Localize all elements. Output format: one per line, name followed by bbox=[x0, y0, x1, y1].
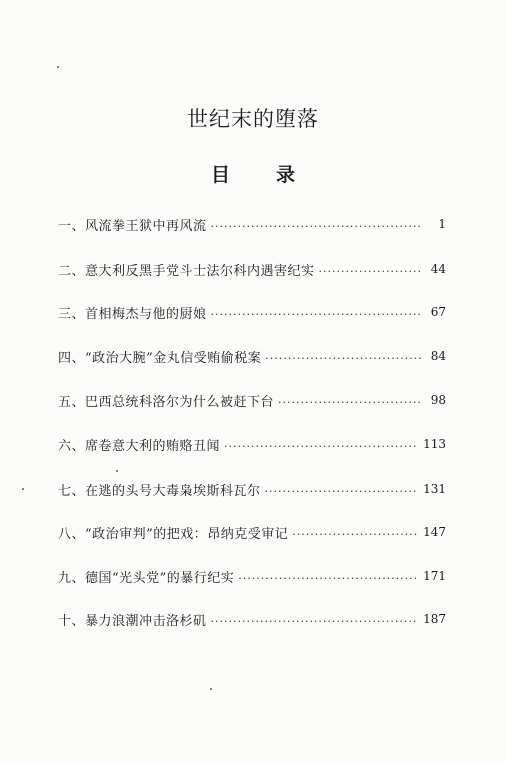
toc-heading-right: 录 bbox=[276, 164, 296, 186]
toc-entry[interactable] bbox=[58, 389, 446, 411]
toc-entry-page: 187 bbox=[423, 612, 446, 626]
dot-leader bbox=[265, 478, 418, 500]
toc-entry[interactable] bbox=[58, 433, 446, 455]
toc-entry-page: 171 bbox=[423, 569, 446, 583]
toc-entry-title: 七、在逃的头号大毒枭埃斯科瓦尔 bbox=[58, 483, 261, 499]
toc-entry-title: 二、意大利反黑手党斗士法尔科内遇害纪实 bbox=[58, 263, 315, 279]
toc-entry-page: 44 bbox=[430, 262, 446, 276]
toc-entry[interactable] bbox=[58, 521, 446, 543]
toc-entry-title: 六、席卷意大利的贿赂丑闻 bbox=[58, 438, 221, 454]
toc-entry-title: 四、“政治大腕”金丸信受贿偷税案 bbox=[58, 350, 262, 366]
book-title: 世纪末的堕落 bbox=[187, 107, 319, 131]
dot-leader bbox=[292, 521, 417, 543]
toc-entry[interactable] bbox=[58, 478, 446, 500]
dot-leader bbox=[211, 213, 422, 235]
dot-leader bbox=[224, 433, 417, 455]
toc-entry[interactable] bbox=[58, 301, 446, 323]
toc-entry[interactable] bbox=[58, 213, 446, 235]
toc-entry-page: 147 bbox=[423, 525, 446, 539]
toc-heading-left: 目 bbox=[210, 164, 230, 186]
toc-entry-page: 113 bbox=[423, 437, 446, 451]
toc-entry-page: 98 bbox=[430, 393, 446, 407]
dot-leader bbox=[265, 345, 422, 367]
toc-entry-page: 84 bbox=[430, 349, 446, 363]
toc-entry-title: 三、首相梅杰与他的厨娘 bbox=[58, 306, 207, 322]
dot-leader bbox=[211, 608, 418, 630]
dot-leader bbox=[238, 565, 417, 587]
dot-leader bbox=[278, 389, 422, 411]
toc-entry-title: 九、德国“光头党”的暴行纪实 bbox=[58, 570, 235, 586]
dot-leader bbox=[319, 258, 422, 280]
toc-entry[interactable] bbox=[58, 608, 446, 630]
toc-entry-page: 131 bbox=[423, 482, 446, 496]
toc-entry[interactable] bbox=[58, 565, 446, 587]
toc-entry[interactable] bbox=[58, 258, 446, 280]
dot-leader bbox=[211, 301, 422, 323]
toc-entry-title: 十、暴力浪潮冲击洛杉矶 bbox=[58, 613, 207, 629]
toc-entry[interactable] bbox=[58, 345, 446, 367]
toc-entry-page: 1 bbox=[438, 217, 446, 231]
toc-entry-page: 67 bbox=[430, 305, 446, 319]
toc-entry-title: 八、“政治审判”的把戏：昂纳克受审记 bbox=[58, 526, 289, 542]
toc-entry-title: 一、风流拳王狱中再风流 bbox=[58, 218, 207, 234]
toc-entry-title: 五、巴西总统科洛尔为什么被赶下台 bbox=[58, 394, 275, 410]
